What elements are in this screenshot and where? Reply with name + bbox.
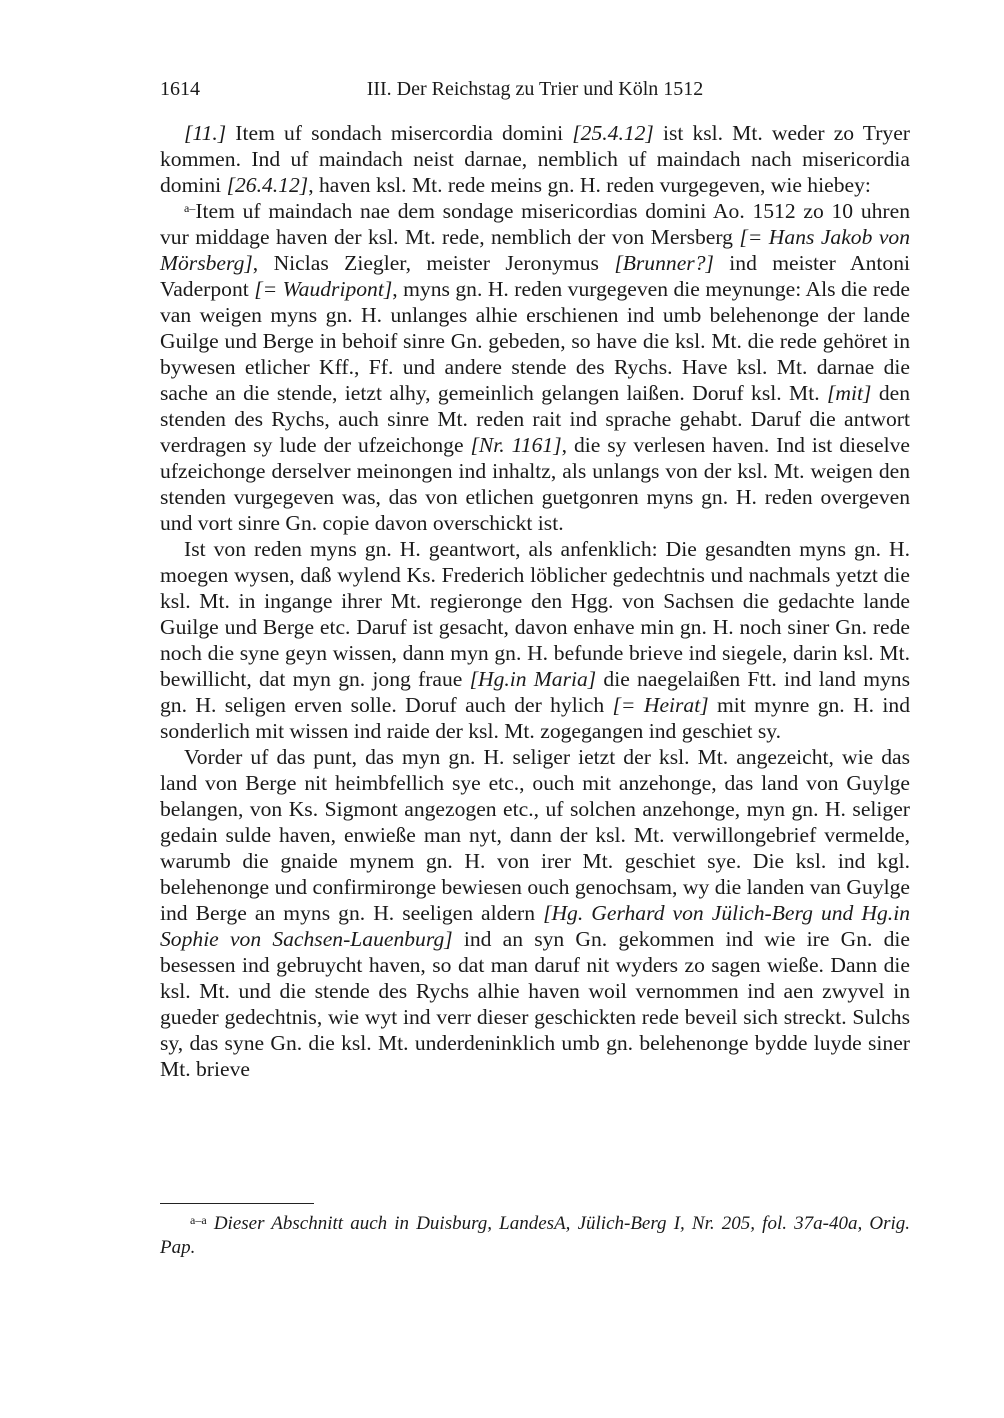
text-run: Vorder uf das punt, das myn gn. H. seliger ietzt der ksl. Mt. angezeicht, wie das land von Berge nit heimbfellich sye etc., ouch mit anzehonge, das land von Guylge belangen, von Ks. Sigmont angezogen etc., uf solchen anzehonge, myn gn. H. seliger gedain sulde haven, enwieße man nyt, dann der ksl. Mt. verwillongebrief vermelde, warumb die gnaide mynem gn. H. von irer Mt. geschiet sye. Die ksl. ind kgl. belehenonge und confirmironge bewiesen ouch genochsam, wy die landen van Guylge ind Berge an myns gn. H. seeligen aldern <box>160 745 910 925</box>
footnote-marker: a– <box>184 201 196 215</box>
text-run: Item uf maindach nae dem sondage misericordias domini Ao. 1512 zo 10 uhren vur middage haven der ksl. Mt. rede, nemblich der von Mersberg <box>160 199 910 249</box>
editorial-note: [25.4.12] <box>572 121 654 145</box>
paragraph-antwort <box>160 536 910 744</box>
footnote <box>160 1208 910 1260</box>
text-run: ind meister Antoni Vaderpont <box>160 251 911 301</box>
body-text <box>160 120 910 1082</box>
editorial-note: [11.] <box>184 121 227 145</box>
text-run: ind an syn Gn. gekommen ind wie ire Gn. die besessen ind gebruycht haven, so dat man daruf nit wyders zo sagen wieße. Dann die ksl. Mt. und die stende des Rychs alhie haven woil vernommen ind aen zwyvel in gueder gedechtnis, wie wyt ind verr dieser geschickten rede beveil sich streckt. Sulchs sy, das syne Gn. die ksl. Mt. underdeninklich umb gn. belehenonge bydde luyde siner Mt. brieve <box>160 927 910 1081</box>
text-run: , haven ksl. Mt. rede meins gn. H. reden vurgegeven, wie hiebey: <box>308 173 871 197</box>
text-run: ist ksl. Mt. weder zo Tryer kommen. Ind uf maindach neist darnae, nemblich uf maindach nach misericordia domini <box>160 121 910 197</box>
paragraph-a <box>160 198 910 536</box>
page-header <box>160 78 910 108</box>
text-run: , myns gn. H. reden vurgegeven die meynunge: Als die rede van weigen myns gn. H. unlanges alhie erschienen ind umb belehenonge der lande Guilge und Berge in behoif sinre Gn. gebeden, so have die ksl. Mt. die rede gehöret in bywesen etlicher Kff., Ff. und andere stende des Rychs. Have ksl. Mt. darnae die sache an die stende, ietzt alhy, gemeinlich gelangen laißen. Doruf ksl. Mt. <box>160 277 910 405</box>
editorial-note: [Brunner?] <box>614 251 714 275</box>
paragraph-11 <box>160 120 910 198</box>
editorial-note: [= Hans Jakob von Mörsberg] <box>160 225 910 275</box>
editorial-note: [= Waudripont] <box>254 277 393 301</box>
footnote-label: a–a <box>190 1213 207 1227</box>
text-run: die naegelaißen Ftt. ind land myns gn. H. seligen erven solle. Doruf auch der hylich <box>160 667 910 717</box>
text-run: , die sy verlesen haven. Ind ist dieselve ufzeichonge derselver meinongen ind inhaltz, als unlangs von der ksl. Mt. weigen den stenden vurgegeven was, das von etlichen guetgonren myns gn. H. reden overgeven und vort sinre Gn. copie davon overschickt ist. <box>160 433 910 535</box>
page-number: 1614 <box>160 78 200 100</box>
editorial-note: [Hg.in Maria] <box>469 667 597 691</box>
editorial-note: [= Heirat] <box>612 693 709 717</box>
editorial-note: [mit] <box>827 381 872 405</box>
footnote-text: Dieser Abschnitt auch in Duisburg, LandesA, Jülich-Berg I, Nr. 205, fol. 37a-40a, Orig. Pap. <box>160 1213 911 1258</box>
text-run: , Niclas Ziegler, meister Jeronymus <box>252 251 615 275</box>
footnote-divider <box>160 1203 314 1204</box>
text-run: Ist von reden myns gn. H. geantwort, als anfenklich: Die gesandten myns gn. H. moegen wysen, daß wylend Ks. Frederich löblicher gedechtnis und nachmals yetzt die ksl. Mt. in ingange ihrer Mt. regieronge den Hgg. von Sachsen die gedachte lande Guilge und Berge etc. Daruf ist gesacht, davon enhave min gn. H. noch siner Gn. rede noch die syne geyn wissen, dann myn gn. H. befunde brieve ind siegele, darin ksl. Mt. bewillicht, dat myn gn. jong fraue <box>160 537 910 691</box>
text-run: mit mynre gn. H. ind sonderlich mit wissen ind raide der ksl. Mt. zogegangen ind geschiet sy. <box>160 693 911 743</box>
paragraph-vorder <box>160 744 910 1082</box>
editorial-note: [Nr. 1161] <box>470 433 562 457</box>
editorial-note: [26.4.12] <box>226 173 309 197</box>
editorial-note: [Hg. Gerhard von Jülich-Berg und Hg.in Sophie von Sachsen-Lauenburg] <box>160 901 910 951</box>
paragraph-a-text <box>160 199 910 535</box>
text-run: den stenden des Rychs, auch sinre Mt. reden rait ind sprache gehabt. Daruf die antwort verdragen sy lude der ufzeichonge <box>160 381 910 457</box>
running-head: III. Der Reichstag zu Trier und Köln 1512 <box>366 78 704 100</box>
text-run: Item uf sondach misercordia domini <box>226 121 573 145</box>
